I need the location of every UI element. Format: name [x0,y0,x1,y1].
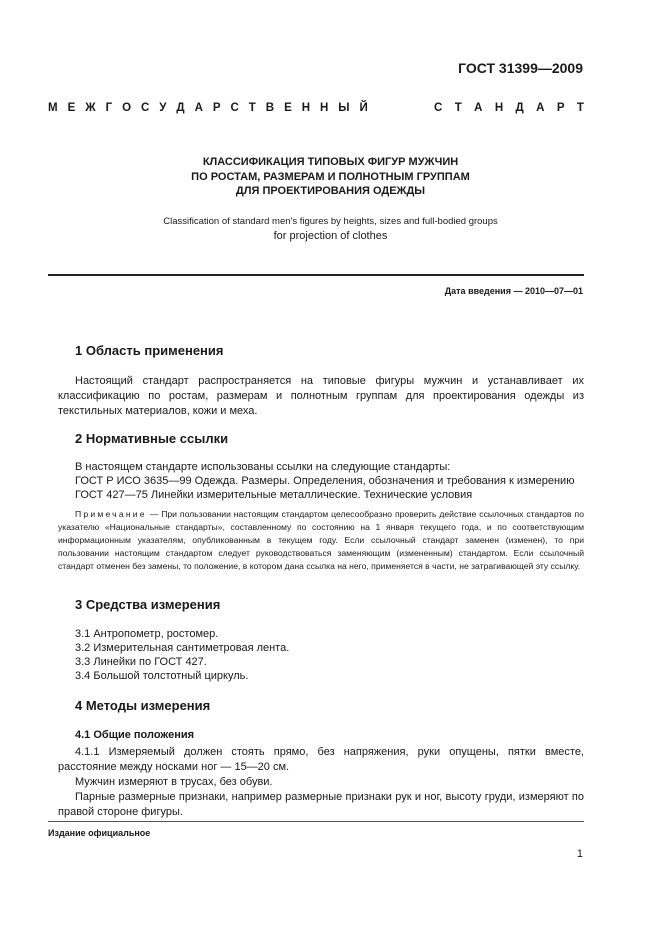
banner-letter: Т [576,102,584,114]
banner-letter: В [265,102,275,114]
banner-letter: Р [212,102,221,114]
note-label: Примечание [75,509,147,519]
banner-word-standard [434,102,584,114]
banner-letter: А [194,102,203,114]
paragraph: Мужчин измеряют в трусах, без обуви. [75,776,273,788]
list-item: 3.1 Антропометр, ростомер. [75,628,219,640]
reference-gost-iso-3635: ГОСТ Р ИСО 3635—99 Одежда. Размеры. Определения, обозначения и требования к измерению [75,475,575,487]
banner-letter: Н [494,102,504,114]
edition-label: Издание официальное [48,828,151,838]
paragraph: Парные размерные признаки, например размерные признаки рук и ног, высоту груди, измеряют по правой стороне фигуры. [58,791,584,818]
banner-letter: Т [454,102,462,114]
banner-letter: С [141,102,150,114]
document-title-ru [0,155,661,199]
interstate-standard-banner [48,102,584,114]
title-en-line: for projection of clothes [273,230,388,242]
banner-letter: Е [67,102,76,114]
title-line: ДЛЯ ПРОЕКТИРОВАНИЯ ОДЕЖДЫ [235,185,426,197]
list-item: 3.2 Измерительная сантиметровая лента. [75,642,290,654]
banner-letter: Н [301,102,311,114]
note-block [58,508,584,573]
banner-letter: Е [284,102,292,114]
banner-letter: О [122,102,132,114]
banner-letter: У [159,102,167,114]
paragraph: 4.1.1 Измеряемый должен стоять прямо, без напряжения, руки опущены, пятки вместе, расстояние между носками ног — 15—20 см. [58,746,584,773]
section-4-heading: 4 Методы измерения [75,698,211,713]
banner-letter: Д [515,102,524,114]
banner-letter: М [48,102,58,114]
page-number: 1 [576,848,583,860]
introduction-date: Дата введения — 2010—07—01 [444,286,583,296]
section-1-heading: 1 Область применения [75,343,224,358]
footer-rule [48,821,584,822]
banner-letter: Ж [85,102,96,114]
banner-letter: Г [105,102,113,114]
banner-letter: А [536,102,545,114]
header-rule [48,274,584,276]
banner-letter: Т [248,102,256,114]
list-item: 3.3 Линейки по ГОСТ 427. [75,656,207,668]
banner-letter: А [474,102,483,114]
reference-gost-427: ГОСТ 427—75 Линейки измерительные металлические. Технические условия [75,489,473,501]
title-line: ПО РОСТАМ, РАЗМЕРАМ И ПОЛНОТНЫМ ГРУППАМ [191,170,470,183]
banner-word-interstate [48,102,368,114]
banner-letter: Й [359,102,368,114]
banner-letter: С [230,102,239,114]
list-item: 3.4 Большой толстотный циркуль. [75,670,249,682]
subsection-4-1-heading: 4.1 Общие положения [75,729,195,741]
title-line: КЛАССИФИКАЦИЯ ТИПОВЫХ ФИГУР МУЖЧИН [202,156,459,168]
banner-letter: Ы [338,102,350,114]
section-2-intro: В настоящем стандарте использованы ссылки на следующие стандарты: [75,461,451,473]
banner-letter: Р [556,102,565,114]
banner-letter: Н [319,102,329,114]
section-2-heading: 2 Нормативные ссылки [75,431,229,446]
section-3-heading: 3 Средства измерения [75,597,221,612]
section-1-text [58,374,584,419]
paragraph: Настоящий стандарт распространяется на типовые фигуры мужчин и устанавливает их классификацию по ростам, размерам и полнотным группам для проектирования одежды из текстильных материалов, кожи и меха. [58,375,584,417]
document-title-en [0,214,661,244]
banner-letter: С [434,102,443,114]
document-code: ГОСТ 31399—2009 [458,60,583,76]
banner-letter: Д [176,102,185,114]
title-en-line: Classification of standard men's figures by heights, sizes and full-bodied groups [163,216,498,227]
section-4-text [58,745,584,820]
note-text: — При пользовании настоящим стандартом целесообразно проверить действие ссылочных стандартов по указателю «Национальные стандарты», составленному по состоянию на 1 января текущего года, и по соответствующим информационным указателям, опубликованным в текущем году. Если ссылочный стандарт заменен (изменен), то при пользовании настоящим стандартом следует руководствоваться заменяющим (измененным) стандартом. Если ссылочный стандарт отменен без замены, то положение, в котором дана ссылка на него, применяется в части, не затрагивающей эту ссылку. [58,509,584,571]
